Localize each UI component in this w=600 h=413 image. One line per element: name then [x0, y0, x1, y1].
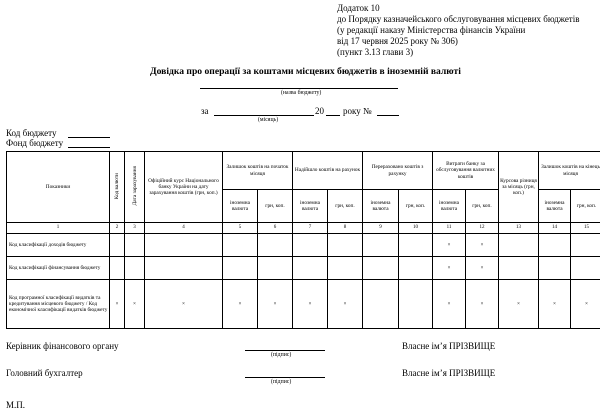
table-cell[interactable]: × — [258, 280, 293, 329]
table-cell[interactable] — [125, 234, 145, 257]
column-number: 1 — [7, 223, 110, 234]
column-number: 13 — [499, 223, 539, 234]
row-label-income: Код класифікації доходів бюджету — [7, 234, 110, 257]
col-currency-code: Код валюти — [110, 152, 125, 223]
year-number-label: року № — [343, 106, 372, 116]
column-number: 15 — [571, 223, 600, 234]
table-row — [7, 280, 600, 329]
column-number: 4 — [145, 223, 223, 234]
table-cell[interactable] — [539, 257, 571, 280]
subcol-uah: грн, коп. — [466, 190, 499, 223]
table-cell[interactable]: × — [145, 280, 223, 329]
col-nbu-rate: Офіційний курс Національного банку України на дату зарахування коштів (грн, коп.) — [145, 152, 223, 223]
table-cell[interactable]: × — [571, 280, 600, 329]
table-cell[interactable] — [363, 257, 399, 280]
table-cell[interactable]: × — [125, 280, 145, 329]
subcol-foreign-currency: іноземна валюта — [539, 190, 571, 223]
table-row — [7, 234, 600, 257]
subcol-foreign-currency: іноземна валюта — [363, 190, 399, 223]
table-cell[interactable] — [328, 257, 363, 280]
operations-table — [6, 151, 600, 329]
col-indicators: Показники — [7, 152, 110, 223]
budget-name-caption: (назва бюджету) — [281, 90, 322, 96]
subcol-uah: грн, коп. — [571, 190, 600, 223]
column-number: 11 — [433, 223, 466, 234]
table-cell[interactable] — [399, 234, 433, 257]
document-title: Довідка про операції за коштами місцевих бюджетів в іноземній валюті — [150, 66, 461, 77]
annex-line-4: (пункт 3.13 глави 3) — [337, 47, 414, 57]
table-cell[interactable] — [145, 234, 223, 257]
row-label-financing: Код класифікації фінансування бюджету — [7, 257, 110, 280]
subcol-foreign-currency: іноземна валюта — [293, 190, 328, 223]
table-cell[interactable] — [499, 234, 539, 257]
subcol-uah: грн, коп. — [258, 190, 293, 223]
table-cell[interactable] — [125, 257, 145, 280]
budget-name-line[interactable] — [200, 88, 398, 89]
col-transferred: Перераховано коштів з рахунку — [363, 152, 433, 190]
table-cell[interactable]: × — [110, 280, 125, 329]
budget-fund-line[interactable] — [68, 147, 110, 148]
col-fx-difference: Курсова різниця за місяць (грн, коп.) — [499, 152, 539, 223]
table-cell[interactable] — [110, 257, 125, 280]
col-closing-balance: Залишок коштів на кінець місяця — [539, 152, 600, 190]
table-cell[interactable]: × — [293, 280, 328, 329]
col-bank-expenses: Витрати банку за обслуговування валютних коштів — [433, 152, 499, 190]
table-cell[interactable] — [571, 257, 600, 280]
head-sign-caption: (підпис) — [271, 352, 292, 358]
table-cell[interactable]: × — [328, 280, 363, 329]
table-cell[interactable] — [539, 234, 571, 257]
annex-line-2: (у редакції наказу Міністерства фінансів України — [337, 25, 526, 35]
col-credit-date: Дата зарахування — [125, 152, 145, 223]
table-cell[interactable] — [363, 234, 399, 257]
column-number: 14 — [539, 223, 571, 234]
column-number: 10 — [399, 223, 433, 234]
table-cell[interactable]: × — [466, 257, 499, 280]
table-cell[interactable]: × — [433, 257, 466, 280]
column-number: 3 — [125, 223, 145, 234]
table-cell[interactable] — [258, 234, 293, 257]
column-number-row — [7, 223, 600, 234]
month-caption: (місяць) — [258, 117, 279, 123]
accountant-signature-line[interactable] — [245, 377, 325, 378]
column-number: 8 — [328, 223, 363, 234]
table-cell[interactable]: × — [223, 280, 258, 329]
column-number: 5 — [223, 223, 258, 234]
number-line[interactable] — [377, 115, 399, 116]
table-cell[interactable] — [145, 257, 223, 280]
head-name: Власне ім’я ПРІЗВИЩЕ — [402, 341, 496, 351]
head-signature-line[interactable] — [245, 350, 325, 351]
table-cell[interactable] — [363, 280, 399, 329]
table-cell[interactable]: × — [499, 280, 539, 329]
table-cell[interactable] — [328, 234, 363, 257]
century-label: 20 — [315, 106, 324, 116]
subcol-uah: грн, коп. — [328, 190, 363, 223]
table-cell[interactable] — [293, 257, 328, 280]
table-cell[interactable] — [223, 234, 258, 257]
table-cell[interactable] — [258, 257, 293, 280]
for-label: за — [201, 106, 209, 116]
subcol-foreign-currency: іноземна валюта — [223, 190, 258, 223]
table-cell[interactable] — [499, 257, 539, 280]
table-cell[interactable]: × — [466, 280, 499, 329]
table-cell[interactable] — [399, 257, 433, 280]
table-cell[interactable]: × — [539, 280, 571, 329]
table-cell[interactable] — [571, 234, 600, 257]
row-label-expenditure: Код програмної класифікації видатків та кредитування місцевого бюджету / Код економічної класифікації видатків бюджету — [7, 280, 110, 329]
budget-code-label: Код бюджету — [6, 128, 57, 138]
accountant-sign-caption: (підпис) — [271, 379, 292, 385]
column-number: 12 — [466, 223, 499, 234]
column-number: 6 — [258, 223, 293, 234]
table-row — [7, 257, 600, 280]
table-cell[interactable] — [293, 234, 328, 257]
col-received: Надійшло коштів на рахунок — [293, 152, 363, 190]
table-cell[interactable]: × — [466, 234, 499, 257]
year-line[interactable] — [326, 115, 340, 116]
budget-code-line[interactable] — [68, 137, 110, 138]
table-cell[interactable] — [110, 234, 125, 257]
month-line[interactable] — [214, 115, 314, 116]
table-cell[interactable]: × — [433, 280, 466, 329]
col-opening-balance: Залишок коштів на початок місяця — [223, 152, 293, 190]
seal-label: М.П. — [6, 400, 26, 410]
table-cell[interactable]: × — [433, 234, 466, 257]
subcol-uah: грн, коп. — [399, 190, 433, 223]
table-cell[interactable] — [399, 280, 433, 329]
accountant-title: Головний бухгалтер — [6, 368, 83, 378]
column-number: 7 — [293, 223, 328, 234]
budget-fund-label: Фонд бюджету — [6, 138, 64, 148]
header-row-1 — [7, 152, 600, 190]
subcol-foreign-currency: іноземна валюта — [433, 190, 466, 223]
table-cell[interactable] — [223, 257, 258, 280]
annex-line-1: до Порядку казначейського обслуговування місцевих бюджетів — [337, 14, 580, 24]
column-number: 2 — [110, 223, 125, 234]
accountant-name: Власне ім’я ПРІЗВИЩЕ — [402, 368, 496, 378]
annex-line-3: від 17 червня 2025 року № 306) — [337, 36, 458, 46]
head-title: Керівник фінансового органу — [6, 341, 119, 351]
annex-number: Додаток 10 — [337, 3, 380, 13]
column-number: 9 — [363, 223, 399, 234]
